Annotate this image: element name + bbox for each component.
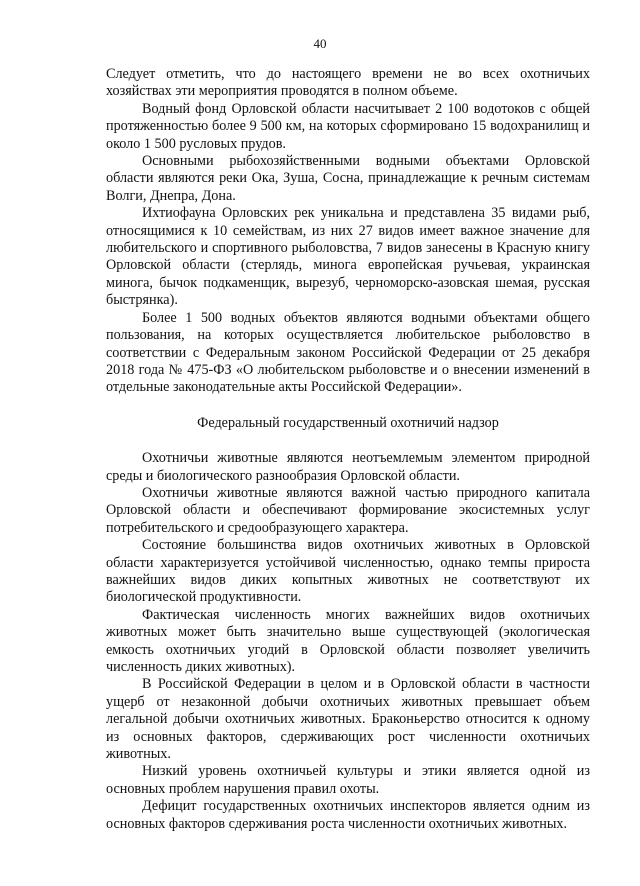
paragraph: Следует отметить, что до настоящего времени не во всех охотничьих хозяйствах эти мероприятия проводятся в полном объеме. <box>106 66 590 100</box>
paragraph: В Российской Федерации в целом и в Орловской области в частности ущерб от незаконной добычи охотничьих животных превышает объем легальной добычи охотничьих животных. Браконьерство относится к одному из основных факторов, сдерживающих рост численности охотничьих животных. <box>106 676 590 763</box>
paragraph: Более 1 500 водных объектов являются водными объектами общего пользования, на которых осуществляется любительское рыболовство в соответствии с Федеральным законом Российской Федерации от 25 декабря 2018 года № 475-ФЗ «О любительском рыболовстве и о внесении изменений в отдельные законодательные акты Российской Федерации». <box>106 309 590 396</box>
section-heading: Федеральный государственный охотничий надзор <box>197 414 499 431</box>
paragraph: Основными рыбохозяйственными водными объектами Орловской области являются реки Ока, Зуша, Сосна, принадлежащие к речным системам Волги, Днепра, Дона. <box>106 153 590 204</box>
page-number: 40 <box>313 36 327 51</box>
paragraph: Фактическая численность многих важнейших видов охотничьих животных может быть значительно выше существующей (экологическая емкость охотничьих угодий в Орловской области позволяет увеличить численность диких животных). <box>106 606 590 675</box>
paragraph: Ихтиофауна Орловских рек уникальна и представлена 35 видами рыб, относящимися к 10 семействам, из них 27 видов имеет важное значение для любительского и спортивного рыболовства, 7 видов занесены в Красную книгу Орловской области (стерлядь, минога европейская ручьевая, украинская минога, бычок подкаменщик, вырезуб, черноморско-азовская шемая, русская быстрянка). <box>106 205 590 309</box>
paragraph: Охотничьи животные являются важной частью природного капитала Орловской области и обеспечивают формирование экосистемных услуг потребительского и средообразующего характера. <box>106 484 590 536</box>
paragraph: Низкий уровень охотничьей культуры и этики является одной из основных проблем нарушения правил охоты. <box>106 763 590 797</box>
document-body <box>106 66 590 833</box>
paragraph: Дефицит государственных охотничьих инспекторов является одним из основных факторов сдерживания роста численности охотничьих животных. <box>106 798 590 832</box>
paragraph: Водный фонд Орловской области насчитывает 2 100 водотоков с общей протяженностью более 9 500 км, на которых сформировано 15 водохранилищ и около 1 500 русловых прудов. <box>106 100 590 152</box>
paragraph: Охотничьи животные являются неотъемлемым элементом природной среды и биологического разнообразия Орловской области. <box>106 450 590 484</box>
paragraph: Состояние большинства видов охотничьих животных в Орловской области характеризуется устойчивой численностью, однако темпы прироста важнейших видов диких копытных животных не соответствуют их биологической продуктивности. <box>106 537 590 606</box>
